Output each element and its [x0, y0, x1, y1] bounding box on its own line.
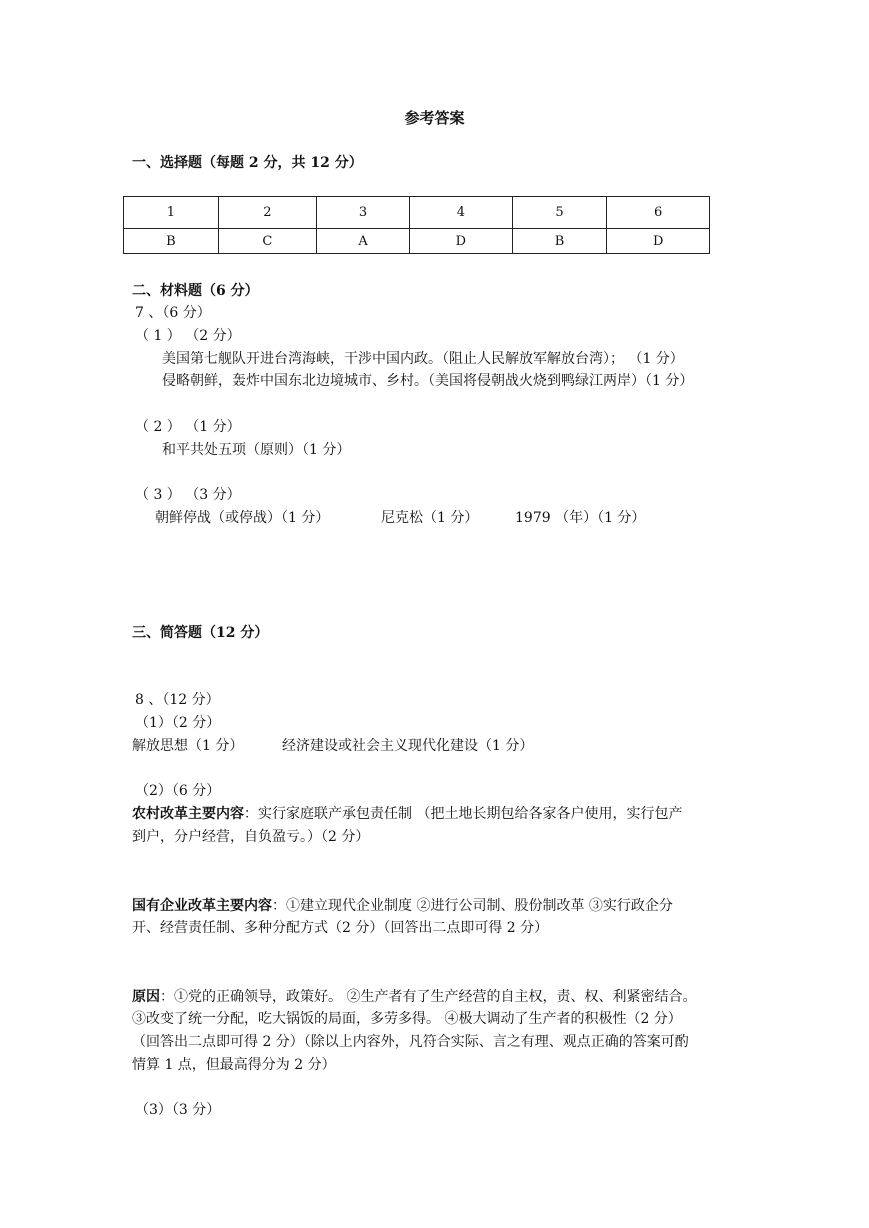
- reason-line: 情算 1 点，但最高得分为 2 分）: [132, 1057, 336, 1073]
- answer-cell: A: [316, 229, 409, 254]
- q7-part-1-answer-line: 美国第七舰队开进台湾海峡，干涉中国内政。（阻止人民解放军解放台湾）； （1 分）: [162, 351, 684, 367]
- table-row: [124, 197, 710, 229]
- answer-cell: D: [410, 229, 513, 254]
- q8-part-1-label: （1）（2 分）: [135, 715, 221, 731]
- section-3-heading: 三、简答题（12 分）: [132, 625, 269, 641]
- answer-cell: B: [512, 229, 607, 254]
- reason-line: ③改变了统一分配，吃大锅饭的局面，多劳多得。 ④极大调动了生产者的积极性（2 分）: [132, 1011, 682, 1027]
- page-title: 参考答案: [404, 109, 465, 127]
- q7-part-3-label: （ 3 ） （3 分）: [135, 487, 241, 503]
- q8-part-2-label: （2）（6 分）: [135, 783, 221, 799]
- soe-reform-label: 国有企业改革主要内容: [132, 898, 272, 914]
- question-8-label: 8 、（12 分）: [135, 692, 220, 708]
- answer-cell: C: [218, 229, 316, 254]
- q7-part-3-answer-b: 尼克松（1 分）: [381, 510, 479, 526]
- question-7-label: 7 、（6 分）: [135, 305, 211, 321]
- section-1-heading: 一、选择题（每题 2 分，共 12 分）: [132, 155, 363, 171]
- soe-reform-line: 开、经营责任制、多种分配方式（2 分）（回答出二点即可得 2 分）: [132, 920, 549, 936]
- question-number: 1: [124, 197, 219, 229]
- section-2-heading: 二、材料题（6 分）: [132, 283, 259, 299]
- answer-table: [123, 196, 710, 254]
- question-number: 3: [316, 197, 409, 229]
- answer-cell: D: [607, 229, 710, 254]
- rural-reform-line: 到户，分户经营，自负盈亏。）（2 分）: [132, 829, 370, 845]
- rural-reform-label: 农村改革主要内容: [132, 806, 244, 822]
- reason-label: 原因: [132, 989, 160, 1005]
- q7-part-1-label: （ 1 ） （2 分）: [135, 328, 241, 344]
- reason-line: （回答出二点即可得 2 分）（除以上内容外，凡符合实际、言之有理、观点正确的答案可酌: [132, 1034, 689, 1050]
- q8-part-1-answer-a: 解放思想（1 分）: [132, 738, 244, 754]
- q7-part-2-label: （ 2 ） （1 分）: [135, 419, 241, 435]
- rural-reform-line: [132, 805, 682, 823]
- q7-part-1-answer-line: 侵略朝鲜，轰炸中国东北边境城市、乡村。（美国将侵朝战火烧到鸭绿江两岸）（1 分）: [162, 373, 694, 389]
- question-number: 2: [218, 197, 316, 229]
- q8-part-3-label: （3）（3 分）: [135, 1102, 221, 1118]
- table-row: [124, 229, 710, 254]
- q8-part-1-answer-b: 经济建设或社会主义现代化建设（1 分）: [282, 738, 534, 754]
- reason-line: [132, 988, 696, 1006]
- reason-text: ：①党的正确领导，政策好。 ②生产者有了生产经营的自主权，责、权、利紧密结合。: [160, 989, 697, 1005]
- soe-reform-line: [132, 897, 673, 915]
- rural-reform-text: ：实行家庭联产承包责任制 （把土地长期包给各家各户使用，实行包产: [244, 806, 683, 822]
- question-number: 6: [607, 197, 710, 229]
- q7-part-3-answer-a: 朝鲜停战（或停战）（1 分）: [155, 510, 330, 526]
- question-number: 5: [512, 197, 607, 229]
- soe-reform-text: ：①建立现代企业制度 ②进行公司制、股份制改革 ③实行政企分: [272, 898, 673, 914]
- q7-part-2-answer: 和平共处五项（原则）（1 分）: [162, 442, 351, 458]
- q7-part-3-answer-c: 1979 （年）（1 分）: [515, 510, 646, 526]
- answer-cell: B: [124, 229, 219, 254]
- question-number: 4: [410, 197, 513, 229]
